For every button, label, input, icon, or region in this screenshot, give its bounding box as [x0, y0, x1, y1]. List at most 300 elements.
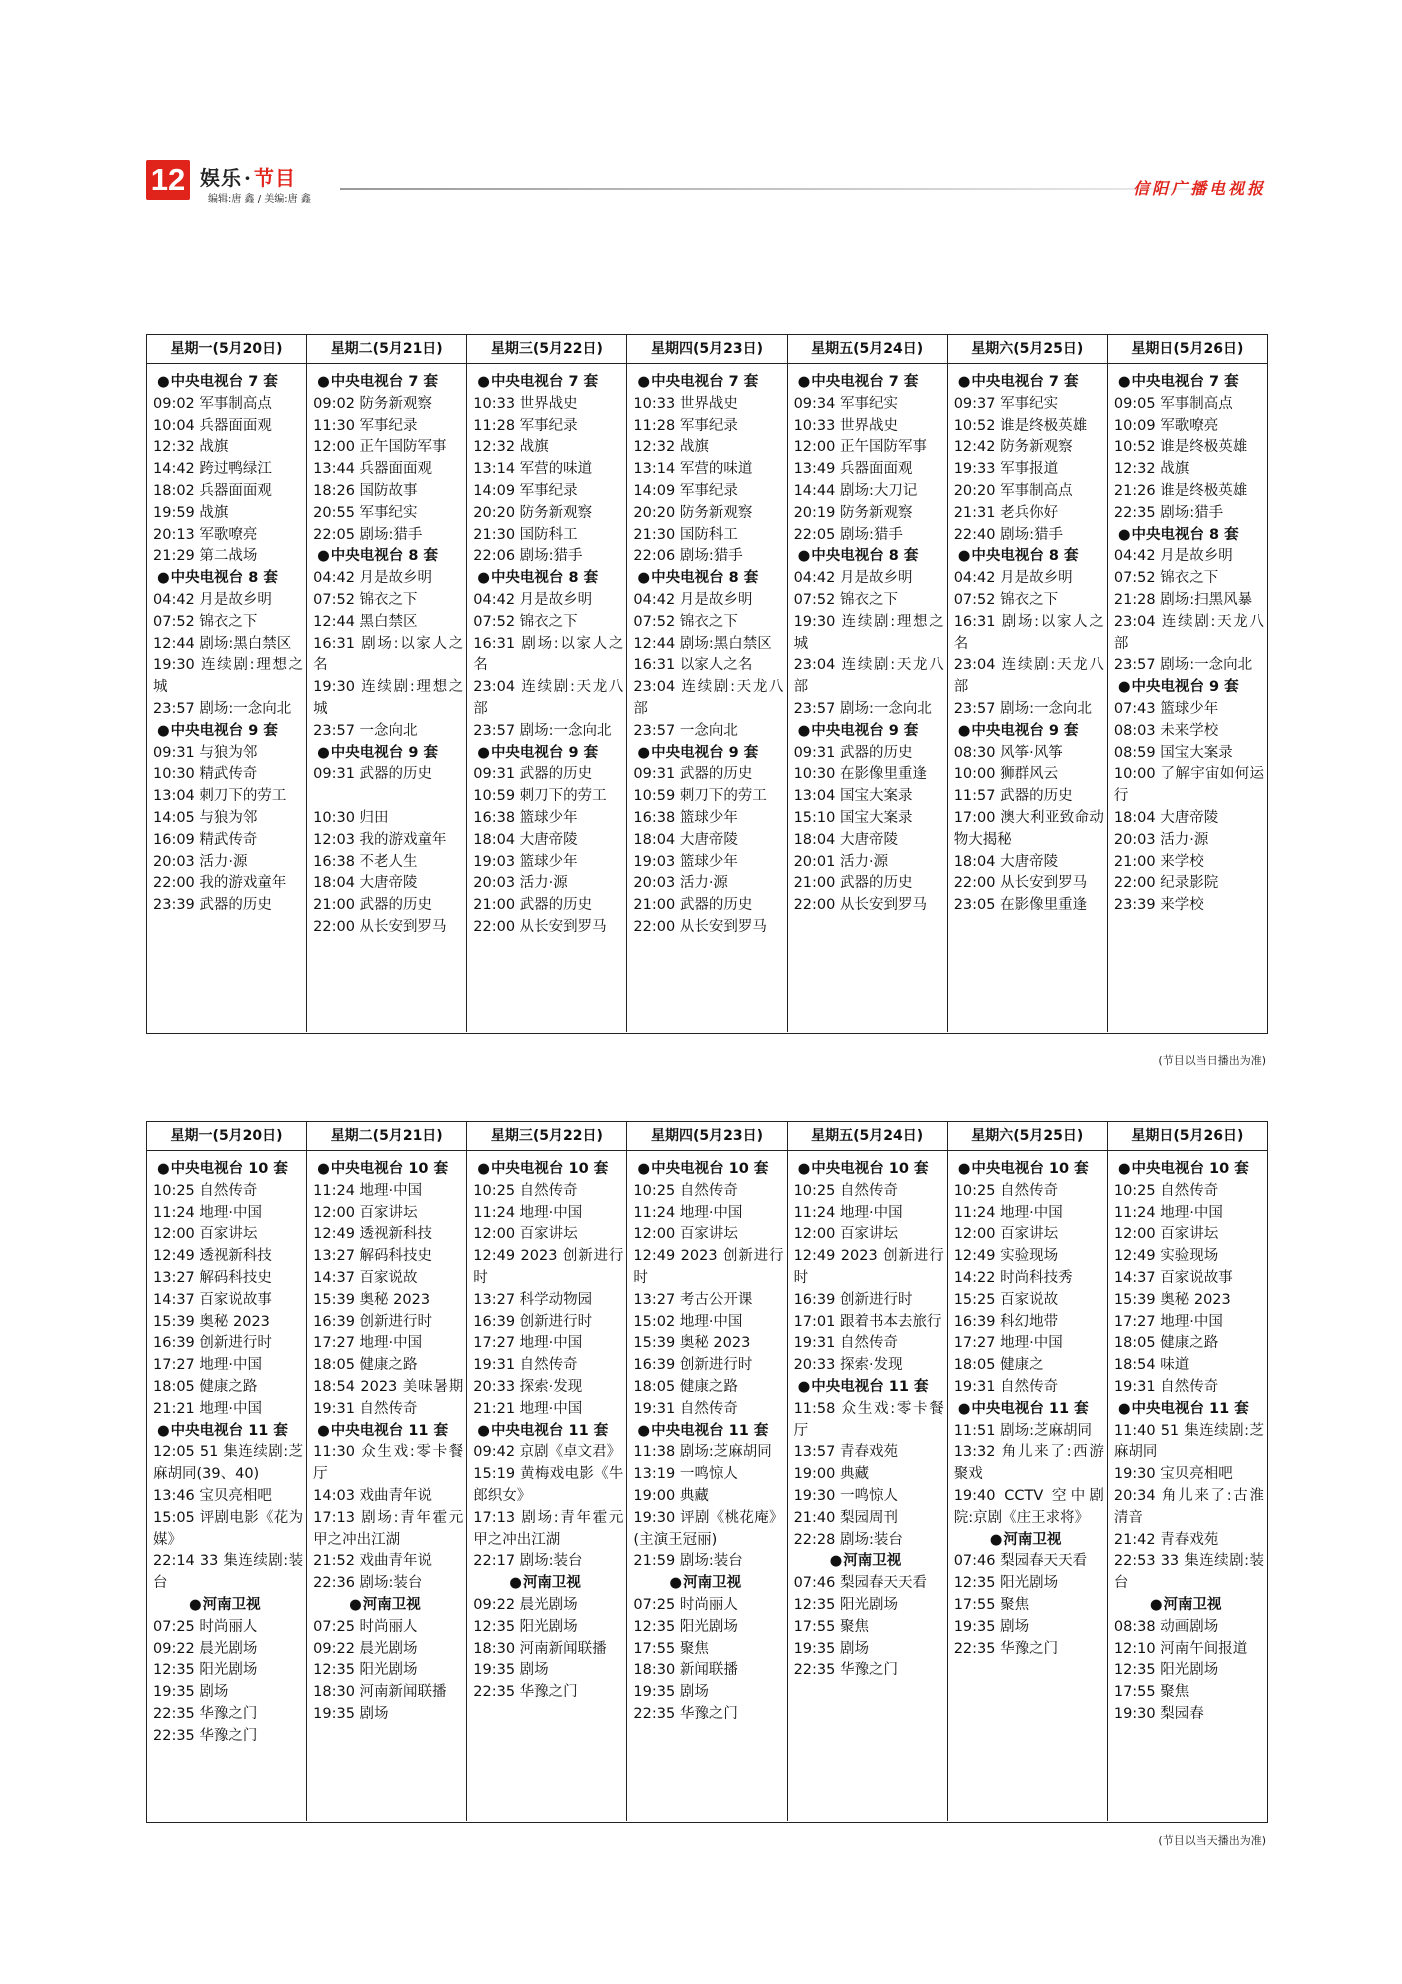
program-item: 04:42 月是故乡明: [153, 591, 272, 608]
program-item: 19:35 剧场: [633, 1684, 709, 1701]
program-item: 13:27 解码科技史: [153, 1269, 272, 1286]
program-item: 12:32 战旗: [633, 439, 709, 456]
channel-heading: ● 中央电视台 10 套: [153, 1159, 303, 1181]
program-item: 21:31 老兵你好: [953, 504, 1059, 521]
program-item: 13:49 兵器面面观: [793, 461, 913, 478]
program-item: 11:30 军事纪录: [313, 417, 418, 434]
program-item: 22:05 剧场:猎手: [313, 526, 423, 543]
schedule-note-1: (节目以当日播出为准): [1158, 1054, 1266, 1067]
program-item: 11:24 地理·中国: [953, 1204, 1063, 1221]
program-item: 22:35 剧场:猎手: [1113, 504, 1224, 521]
program-item: 09:37 军事纪实: [953, 395, 1059, 412]
program-item: 22:35 华豫之门: [153, 1727, 258, 1744]
program-item: 08:03 未来学校: [1113, 722, 1219, 739]
program-item: 10:25 自然传奇: [793, 1182, 898, 1199]
program-item: 21:00 武器的历史: [313, 897, 433, 914]
channel-heading: ● 中央电视台 11 套: [153, 1421, 303, 1443]
program-item: 15:10 国宝大案录: [793, 809, 913, 826]
header-rule: [340, 188, 1208, 190]
paper-name: 信阳广播电视报: [1132, 179, 1266, 198]
section-sub: 节目: [253, 166, 296, 190]
program-item: 10:25 自然传奇: [633, 1182, 738, 1199]
day-header: 星期四(5月23日): [627, 335, 787, 363]
program-item: 23:57 剧场:一念向北: [473, 722, 612, 739]
program-item: [313, 786, 463, 808]
program-item: 10:59 刺刀下的劳工: [473, 788, 607, 805]
program-item: 07:52 锦衣之下: [953, 591, 1059, 608]
program-item: 14:03 戏曲青年说: [313, 1487, 433, 1504]
program-item: 18:05 健康之路: [1113, 1335, 1219, 1352]
program-item: 07:25 时尚丽人: [633, 1596, 738, 1613]
program-item: 14:37 百家说故: [313, 1269, 418, 1286]
program-item: 23:57 剧场:一念向北: [153, 700, 292, 717]
program-item: 23:04 连续剧:天龙八部: [473, 679, 624, 717]
program-item: 13:46 宝贝亮相吧: [153, 1487, 272, 1504]
program-item: 23:57 剧场:一念向北: [793, 700, 932, 717]
program-item: 12:00 正午国防军事: [793, 439, 927, 456]
program-item: 22:17 剧场:装台: [473, 1553, 583, 1570]
program-item: 21:52 戏曲青年说: [313, 1553, 433, 1570]
day-column: [1108, 364, 1267, 1032]
day-column: [147, 1151, 307, 1821]
program-item: 15:05 评剧电影《花为媒》: [153, 1509, 304, 1548]
program-item: 12:00 百家讲坛: [313, 1204, 418, 1221]
program-item: 09:42 京剧《卓文君》: [473, 1444, 622, 1461]
program-item: 19:35 剧场: [313, 1705, 389, 1722]
program-item: 18:30 新闻联播: [633, 1662, 738, 1679]
program-item: 11:58 众生戏:零卡餐厅: [793, 1400, 944, 1439]
program-item: 12:35 阳光剧场: [153, 1662, 258, 1679]
program-item: 09:34 军事纪实: [793, 395, 898, 412]
schedule-note-2: (节目以当天播出为准): [1158, 1834, 1266, 1847]
program-item: 12:32 战旗: [1113, 461, 1190, 478]
program-item: 19:30 梨园春: [1113, 1705, 1204, 1722]
program-item: 04:42 月是故乡明: [633, 591, 753, 608]
program-item: 12:35 阳光剧场: [633, 1618, 738, 1635]
program-item: 22:53 33 集连续剧:装台: [1113, 1553, 1264, 1592]
program-item: 18:30 河南新闻联播: [473, 1640, 607, 1657]
program-item: 19:31 自然传奇: [1113, 1378, 1219, 1395]
program-item: 16:39 科幻地带: [953, 1313, 1059, 1330]
program-item: 09:22 晨光剧场: [313, 1640, 418, 1657]
program-item: 19:30 连续剧:理想之城: [313, 679, 464, 717]
program-item: 09:31 与狼为邻: [153, 744, 258, 761]
program-item: 19:30 一鸣惊人: [793, 1487, 898, 1504]
program-item: 22:35 华豫之门: [153, 1705, 258, 1722]
program-item: 07:46 梨园春天天看: [793, 1575, 927, 1592]
program-item: 10:33 世界战史: [793, 417, 898, 434]
program-item: 22:35 华豫之门: [793, 1662, 898, 1679]
program-item: 07:52 锦衣之下: [1113, 570, 1219, 587]
program-item: 11:24 地理·中国: [633, 1204, 743, 1221]
program-item: 20:20 防务新观察: [633, 504, 753, 521]
program-item: 11:24 地理·中国: [793, 1204, 903, 1221]
program-item: 22:00 从长安到罗马: [793, 897, 927, 914]
program-item: 07:52 锦衣之下: [313, 591, 418, 608]
day-column: [1108, 1151, 1267, 1821]
section-main: 娱乐: [200, 166, 242, 190]
program-item: 09:02 军事制高点: [153, 395, 272, 412]
program-item: 19:30 连续剧:理想之城: [793, 613, 944, 652]
day-header: 星期五(5月24日): [788, 335, 948, 363]
program-item: 22:06 剧场:猎手: [633, 548, 743, 565]
channel-heading: ● 河南卫视: [954, 1530, 1104, 1552]
program-item: 21:00 武器的历史: [633, 897, 753, 914]
program-item: 12:42 防务新观察: [953, 439, 1073, 456]
program-item: 13:27 考古公开课: [633, 1291, 753, 1308]
program-item: 22:00 从长安到罗马: [953, 875, 1088, 892]
program-item: 15:39 奥秘 2023: [153, 1313, 270, 1330]
program-item: 19:03 篮球少年: [633, 853, 738, 870]
program-item: 13:32 角儿来了:西游聚戏: [953, 1444, 1104, 1483]
program-item: 22:00 从长安到罗马: [473, 918, 607, 935]
program-item: 20:03 活力·源: [473, 875, 568, 892]
program-item: 18:04 大唐帝陵: [793, 831, 898, 848]
program-item: 17:27 地理·中国: [313, 1335, 423, 1352]
program-item: 22:28 剧场:装台: [793, 1531, 903, 1548]
day-column: [627, 1151, 787, 1821]
program-item: 21:40 梨园周刊: [793, 1509, 898, 1526]
program-item: 14:44 剧场:大刀记: [793, 482, 918, 499]
program-item: 08:59 国宝大案录: [1113, 744, 1233, 761]
program-item: 15:39 奥秘 2023: [633, 1335, 751, 1352]
program-item: 15:25 百家说故: [953, 1291, 1059, 1308]
page-header: [146, 160, 1266, 210]
program-item: 22:35 华豫之门: [633, 1705, 738, 1722]
program-item: 18:02 兵器面面观: [153, 482, 272, 499]
program-item: 19:35 剧场: [793, 1640, 869, 1657]
channel-heading: ● 中央电视台 8 套: [153, 568, 303, 590]
program-item: 18:05 健康之路: [153, 1378, 258, 1395]
channel-heading: ● 中央电视台 10 套: [313, 1159, 463, 1181]
program-item: 09:31 武器的历史: [313, 766, 433, 783]
program-item: 04:42 月是故乡明: [313, 570, 433, 587]
channel-heading: ● 河南卫视: [633, 1573, 783, 1595]
program-item: 12:35 阳光剧场: [953, 1575, 1059, 1592]
day-header: 星期六(5月25日): [948, 1122, 1108, 1150]
program-item: 19:31 自然传奇: [793, 1335, 898, 1352]
day-column: [147, 364, 307, 1032]
program-item: 10:25 自然传奇: [953, 1182, 1059, 1199]
channel-heading: ● 中央电视台 7 套: [794, 372, 944, 394]
program-item: 16:39 创新进行时: [313, 1313, 433, 1330]
program-item: 19:31 自然传奇: [953, 1378, 1059, 1395]
program-item: 22:05 剧场:猎手: [793, 526, 903, 543]
program-item: 17:55 聚焦: [793, 1618, 869, 1635]
day-column: [307, 364, 467, 1032]
program-item: 16:38 篮球少年: [473, 809, 578, 826]
program-item: 20:01 活力·源: [793, 853, 889, 870]
program-item: 08:30 风筝·风筝: [953, 744, 1063, 761]
program-item: 17:00 澳大利亚致命动物大揭秘: [953, 809, 1104, 848]
day-header: 星期一(5月20日): [147, 335, 307, 363]
program-item: 17:01 跟着书本去旅行: [793, 1313, 942, 1330]
program-item: 20:13 军歌嘹亮: [153, 526, 258, 543]
program-item: 04:42 月是故乡明: [953, 570, 1073, 587]
program-item: 20:03 活力·源: [1113, 831, 1209, 848]
channel-heading: ● 中央电视台 9 套: [794, 721, 944, 743]
program-item: 20:20 军事制高点: [953, 482, 1073, 499]
program-item: 11:24 地理·中国: [313, 1182, 423, 1199]
program-item: 21:59 剧场:装台: [633, 1553, 743, 1570]
channel-heading: ● 中央电视台 11 套: [633, 1421, 783, 1443]
program-item: 17:55 聚焦: [633, 1640, 709, 1657]
channel-heading: ● 中央电视台 10 套: [633, 1159, 783, 1181]
channel-heading: ● 中央电视台 9 套: [473, 743, 623, 765]
channel-heading: ● 中央电视台 7 套: [633, 372, 783, 394]
program-item: 12:49 实验现场: [1113, 1248, 1219, 1265]
channel-heading: ● 中央电视台 8 套: [794, 546, 944, 568]
program-item: 11:24 地理·中国: [473, 1204, 583, 1221]
program-item: 14:37 百家说故事: [1113, 1269, 1233, 1286]
program-item: 13:27 科学动物园: [473, 1291, 593, 1308]
program-item: 18:04 大唐帝陵: [633, 831, 738, 848]
program-item: 22:14 33 集连续剧:装台: [153, 1553, 304, 1592]
program-item: 19:31 自然传奇: [473, 1357, 578, 1374]
program-item: 17:27 地理·中国: [473, 1335, 583, 1352]
day-column: [788, 364, 948, 1032]
channel-heading: ● 中央电视台 8 套: [633, 568, 783, 590]
program-item: 23:57 剧场:一念向北: [1113, 657, 1253, 674]
program-item: 19:59 战旗: [153, 504, 229, 521]
program-item: 18:05 健康之: [953, 1357, 1044, 1374]
channel-heading: ● 中央电视台 11 套: [794, 1377, 944, 1399]
program-item: 10:30 归田: [313, 809, 389, 826]
program-item: 14:42 跨过鸭绿江: [153, 461, 272, 478]
program-item: 13:04 刺刀下的劳工: [153, 788, 287, 805]
program-item: 12:49 透视新科技: [313, 1226, 433, 1243]
program-item: 10:04 兵器面面观: [153, 417, 272, 434]
program-item: 20:55 军事纪实: [313, 504, 418, 521]
program-item: 23:57 剧场:一念向北: [953, 700, 1092, 717]
section-dot: ·: [244, 166, 252, 190]
day-column: [627, 364, 787, 1032]
program-item: 12:32 战旗: [153, 439, 229, 456]
channel-heading: ● 中央电视台 10 套: [473, 1159, 623, 1181]
schedule-grid-1: [146, 334, 1268, 1034]
program-item: 13:14 军营的味道: [633, 461, 753, 478]
channel-heading: ● 中央电视台 11 套: [313, 1421, 463, 1443]
program-item: 04:42 月是故乡明: [793, 570, 913, 587]
channel-heading: ● 中央电视台 8 套: [473, 568, 623, 590]
channel-heading: ● 中央电视台 10 套: [794, 1159, 944, 1181]
program-item: 10:59 刺刀下的劳工: [633, 788, 767, 805]
program-item: 12:03 我的游戏童年: [313, 831, 447, 848]
program-item: 12:44 剧场:黑白禁区: [633, 635, 772, 652]
program-item: 19:33 军事报道: [953, 461, 1059, 478]
program-item: 07:25 时尚丽人: [153, 1618, 258, 1635]
program-item: 07:43 篮球少年: [1113, 700, 1219, 717]
program-item: 11:24 地理·中国: [153, 1204, 263, 1221]
channel-heading: ● 中央电视台 11 套: [473, 1421, 623, 1443]
day-header: 星期三(5月22日): [467, 1122, 627, 1150]
program-item: 15:39 奥秘 2023: [1113, 1291, 1231, 1308]
program-item: 19:30 连续剧:理想之城: [153, 657, 304, 696]
day-header: 星期二(5月21日): [307, 1122, 467, 1150]
program-item: 15:02 地理·中国: [633, 1313, 743, 1330]
day-column: [467, 1151, 627, 1821]
channel-heading: ● 中央电视台 9 套: [954, 721, 1104, 743]
channel-heading: ● 中央电视台 7 套: [954, 372, 1104, 394]
program-item: 19:35 剧场: [953, 1618, 1030, 1635]
program-item: 04:42 月是故乡明: [1113, 548, 1233, 565]
program-item: 13:44 兵器面面观: [313, 461, 433, 478]
program-item: 13:57 青春戏苑: [793, 1444, 898, 1461]
program-item: 12:32 战旗: [473, 439, 549, 456]
program-item: 23:04 连续剧:天龙八部: [1113, 613, 1264, 652]
program-item: 21:42 青春戏苑: [1113, 1531, 1219, 1548]
channel-heading: ● 中央电视台 7 套: [473, 372, 623, 394]
program-item: 21:21 地理·中国: [153, 1400, 263, 1417]
program-item: 17:55 聚焦: [953, 1596, 1030, 1613]
program-item: 12:44 黑白禁区: [313, 613, 418, 630]
channel-heading: ● 中央电视台 8 套: [1114, 525, 1264, 547]
program-item: 12:05 51 集连续剧:芝麻胡同(39、40): [153, 1444, 304, 1483]
program-item: 12:49 2023 创新进行时: [473, 1248, 624, 1286]
program-item: 12:49 实验现场: [953, 1248, 1059, 1265]
program-item: 22:00 纪录影院: [1113, 875, 1219, 892]
program-item: 12:00 百家讲坛: [153, 1226, 258, 1243]
program-item: 10:09 军歌嘹亮: [1113, 417, 1219, 434]
program-item: 11:38 剧场:芝麻胡同: [633, 1444, 772, 1461]
program-item: 12:00 百家讲坛: [953, 1226, 1059, 1243]
channel-heading: ● 河南卫视: [794, 1551, 944, 1573]
channel-heading: ● 中央电视台 9 套: [153, 721, 303, 743]
program-item: 12:49 2023 创新进行时: [793, 1248, 944, 1286]
program-item: 11:40 51 集连续剧:芝麻胡同: [1113, 1422, 1264, 1461]
channel-heading: ● 中央电视台 9 套: [633, 743, 783, 765]
program-item: 17:27 地理·中国: [1113, 1313, 1223, 1330]
program-item: 21:00 武器的历史: [473, 897, 593, 914]
program-item: 08:38 动画剧场: [1113, 1618, 1219, 1635]
program-item: 18:04 大唐帝陵: [313, 875, 418, 892]
program-item: 21:29 第二战场: [153, 548, 258, 565]
grid-body: [147, 364, 1267, 1032]
program-item: 10:00 狮群风云: [953, 766, 1059, 783]
program-item: 17:27 地理·中国: [953, 1335, 1063, 1352]
program-item: 22:00 我的游戏童年: [153, 875, 287, 892]
program-item: 16:09 精武传奇: [153, 831, 258, 848]
program-item: 19:40 CCTV 空中剧院:京剧《庄王求将》: [953, 1487, 1104, 1526]
program-item: 13:04 国宝大案录: [793, 788, 913, 805]
channel-heading: ● 中央电视台 10 套: [1114, 1159, 1264, 1181]
program-item: 17:13 剧场:青年霍元甲之冲出江湖: [473, 1509, 624, 1548]
channel-heading: ● 中央电视台 11 套: [954, 1399, 1104, 1421]
program-item: 13:19 一鸣惊人: [633, 1466, 738, 1483]
program-item: 07:52 锦衣之下: [793, 591, 898, 608]
program-item: 12:10 河南午间报道: [1113, 1640, 1248, 1657]
schedule-grid-2: [146, 1121, 1268, 1823]
program-item: 07:46 梨园春天天看: [953, 1553, 1088, 1570]
program-item: 16:38 不老人生: [313, 853, 418, 870]
program-item: 12:35 阳光剧场: [793, 1596, 898, 1613]
program-item: 15:19 黄梅戏电影《牛郎织女》: [473, 1466, 624, 1504]
day-header: 星期日(5月26日): [1131, 341, 1244, 357]
program-item: 10:30 在影像里重逢: [793, 766, 927, 783]
channel-heading: ● 中央电视台 11 套: [1114, 1399, 1264, 1421]
program-item: 18:54 味道: [1113, 1357, 1190, 1374]
channel-heading: ● 中央电视台 8 套: [313, 546, 463, 568]
program-item: 23:39 武器的历史: [153, 897, 272, 914]
channel-heading: ● 中央电视台 10 套: [954, 1159, 1104, 1181]
program-item: 10:25 自然传奇: [1113, 1182, 1219, 1199]
program-item: 18:05 健康之路: [313, 1357, 418, 1374]
program-item: 14:09 军事纪录: [473, 482, 578, 499]
program-item: 13:27 解码科技史: [313, 1248, 433, 1265]
day-column: [948, 1151, 1108, 1821]
day-column: [948, 364, 1108, 1032]
program-item: 19:35 剧场: [153, 1684, 229, 1701]
program-item: 23:39 来学校: [1113, 897, 1204, 914]
program-item: 23:57 一念向北: [633, 722, 738, 739]
day-header: 星期四(5月23日): [627, 1122, 787, 1150]
channel-heading: ● 中央电视台 8 套: [954, 546, 1104, 568]
day-header: 星期日(5月26日): [1131, 1128, 1244, 1144]
program-item: 19:30 宝贝亮相吧: [1113, 1466, 1233, 1483]
day-header-row: [147, 335, 1267, 364]
program-item: 12:00 百家讲坛: [633, 1226, 738, 1243]
program-item: 18:54 2023 美味暑期 19:31 自然传奇: [313, 1378, 464, 1417]
program-item: 23:05 在影像里重逢: [953, 897, 1088, 914]
program-item: 19:00 典藏: [793, 1466, 869, 1483]
program-item: 12:00 百家讲坛: [793, 1226, 898, 1243]
program-item: 16:31 剧场:以家人之名: [473, 635, 624, 674]
program-item: 16:31 以家人之名: [633, 657, 753, 674]
program-item: 09:31 武器的历史: [473, 766, 593, 783]
program-item: 16:31 剧场:以家人之名: [313, 635, 464, 674]
program-item: 11:24 地理·中国: [1113, 1204, 1223, 1221]
channel-heading: ● 河南卫视: [313, 1595, 463, 1617]
program-item: 07:52 锦衣之下: [153, 613, 258, 630]
program-item: 10:00 了解宇宙如何运行: [1113, 766, 1264, 805]
program-item: 20:03 活力·源: [153, 853, 248, 870]
program-item: 12:35 阳光剧场: [1113, 1662, 1219, 1679]
program-item: 11:51 剧场:芝麻胡同: [953, 1422, 1092, 1439]
program-item: 09:02 防务新观察: [313, 395, 433, 412]
program-item: 11:30 众生戏:零卡餐厅: [313, 1444, 464, 1483]
channel-heading: ● 中央电视台 9 套: [1114, 677, 1264, 699]
program-item: 12:00 百家讲坛: [473, 1226, 578, 1243]
program-item: 14:09 军事纪录: [633, 482, 738, 499]
program-item: 12:00 正午国防军事: [313, 439, 447, 456]
program-item: 09:31 武器的历史: [793, 744, 913, 761]
program-item: 18:04 大唐帝陵: [473, 831, 578, 848]
day-column: [467, 364, 627, 1032]
program-item: 19:31 自然传奇: [633, 1400, 738, 1417]
program-item: 09:22 晨光剧场: [153, 1640, 258, 1657]
program-item: 17:13 剧场:青年霍元甲之冲出江湖: [313, 1509, 464, 1548]
program-item: 21:00 来学校: [1113, 853, 1204, 870]
program-item: 09:22 晨光剧场: [473, 1596, 578, 1613]
day-header: 星期三(5月22日): [467, 335, 627, 363]
day-header: 星期一(5月20日): [147, 1122, 307, 1150]
day-column: [307, 1151, 467, 1821]
program-item: 22:35 华豫之门: [473, 1684, 578, 1701]
program-item: 18:30 河南新闻联播: [313, 1684, 447, 1701]
program-item: 07:52 锦衣之下: [633, 613, 738, 630]
page-number: 12: [146, 160, 190, 200]
program-item: 12:49 透视新科技: [153, 1248, 272, 1265]
program-item: 22:40 剧场:猎手: [953, 526, 1063, 543]
program-item: 20:03 活力·源: [633, 875, 728, 892]
program-item: 10:33 世界战史: [473, 395, 578, 412]
channel-heading: ● 中央电视台 7 套: [1114, 372, 1264, 394]
program-item: 12:35 阳光剧场: [313, 1662, 418, 1679]
program-item: 17:55 聚焦: [1113, 1684, 1190, 1701]
program-item: 18:04 大唐帝陵: [953, 853, 1059, 870]
program-item: 11:28 军事纪录: [473, 417, 578, 434]
program-item: 21:28 剧场:扫黑风暴: [1113, 591, 1253, 608]
